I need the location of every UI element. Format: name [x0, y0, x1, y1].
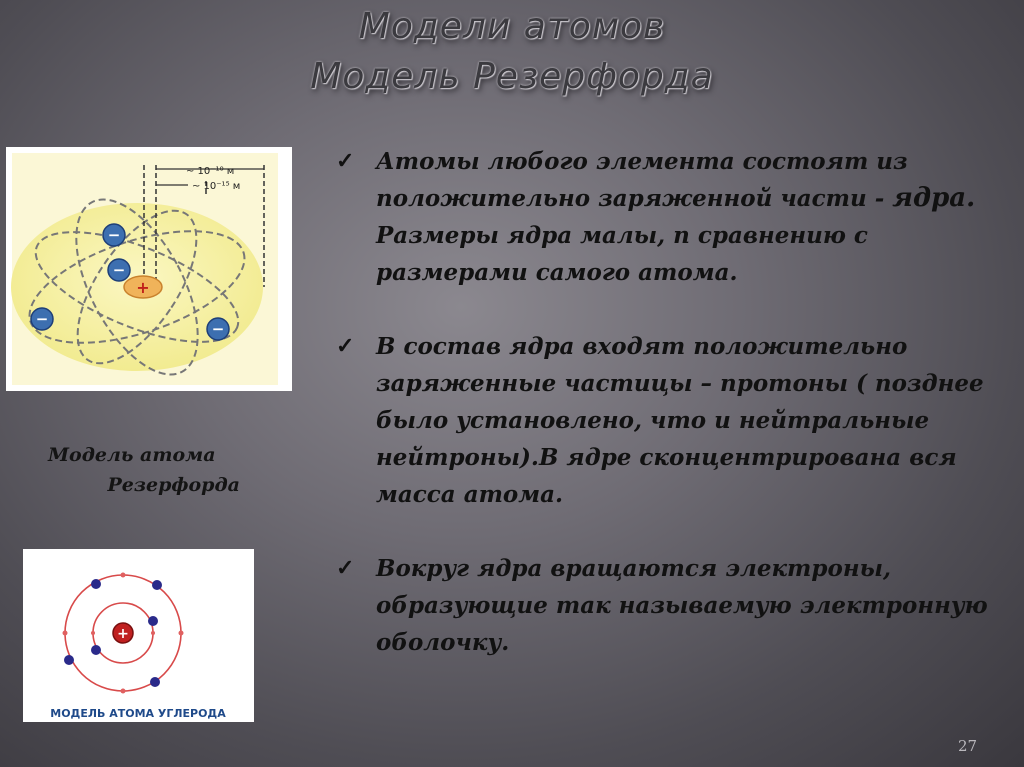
bullet-1-text-end: Размеры ядра малы, п сравнению с размерами самого атома. [376, 222, 868, 286]
scale-outer-label: ~ 10⁻¹⁰ м [186, 166, 235, 177]
bullet-2-text: В состав ядра входят положительно заряженные частицы – протоны ( позднее было установлено, что и нейтральные нейтроны).В ядре сконцентрирована вся масса атома. [376, 333, 984, 508]
bullet-1-emphasis: ядра. [892, 183, 976, 213]
caption-line-2: Резерфорда [107, 474, 240, 496]
bullet-item [333, 143, 1003, 291]
svg-text:−: − [107, 226, 121, 244]
check-icon: ✓ [336, 555, 355, 581]
electron [91, 579, 101, 589]
rutherford-caption [30, 440, 240, 500]
carbon-diagram [23, 549, 254, 722]
bullet-item [333, 550, 1003, 661]
electron [103, 224, 125, 246]
bullet-1-text-start: Атомы любого элемента состоят из положительно заряженной части - [376, 148, 908, 212]
electron [148, 616, 158, 626]
svg-text:−: − [112, 261, 126, 279]
title-line-2: Модель Резерфорда [310, 56, 714, 97]
bullet-item [333, 328, 1003, 513]
electron [152, 580, 162, 590]
carbon-model-image [23, 549, 254, 722]
slide-title [0, 2, 1024, 102]
electron [31, 308, 53, 330]
carbon-nucleus-sign: + [117, 626, 129, 642]
nucleus-sign: + [136, 278, 150, 297]
title-line-1: Модели атомов [358, 6, 666, 47]
svg-text:−: − [211, 320, 225, 338]
bullet-3-text: Вокруг ядра вращаются электроны, образующие так называемую электронную оболочку. [376, 555, 988, 656]
rutherford-model-image [6, 147, 292, 391]
electron [108, 259, 130, 281]
caption-line-1: Модель атома [48, 444, 216, 466]
electron [207, 318, 229, 340]
scale-inner-label: ~ 10⁻¹⁵ м [192, 181, 241, 192]
check-icon: ✓ [336, 148, 355, 174]
electron [64, 655, 74, 665]
bullet-list [333, 143, 1003, 698]
electron [91, 645, 101, 655]
electron [150, 677, 160, 687]
page-number: 27 [958, 737, 978, 755]
check-icon: ✓ [336, 333, 355, 359]
carbon-caption: МОДЕЛЬ АТОМА УГЛЕРОДА [50, 707, 226, 720]
rutherford-diagram [6, 147, 292, 391]
svg-text:−: − [35, 310, 49, 328]
